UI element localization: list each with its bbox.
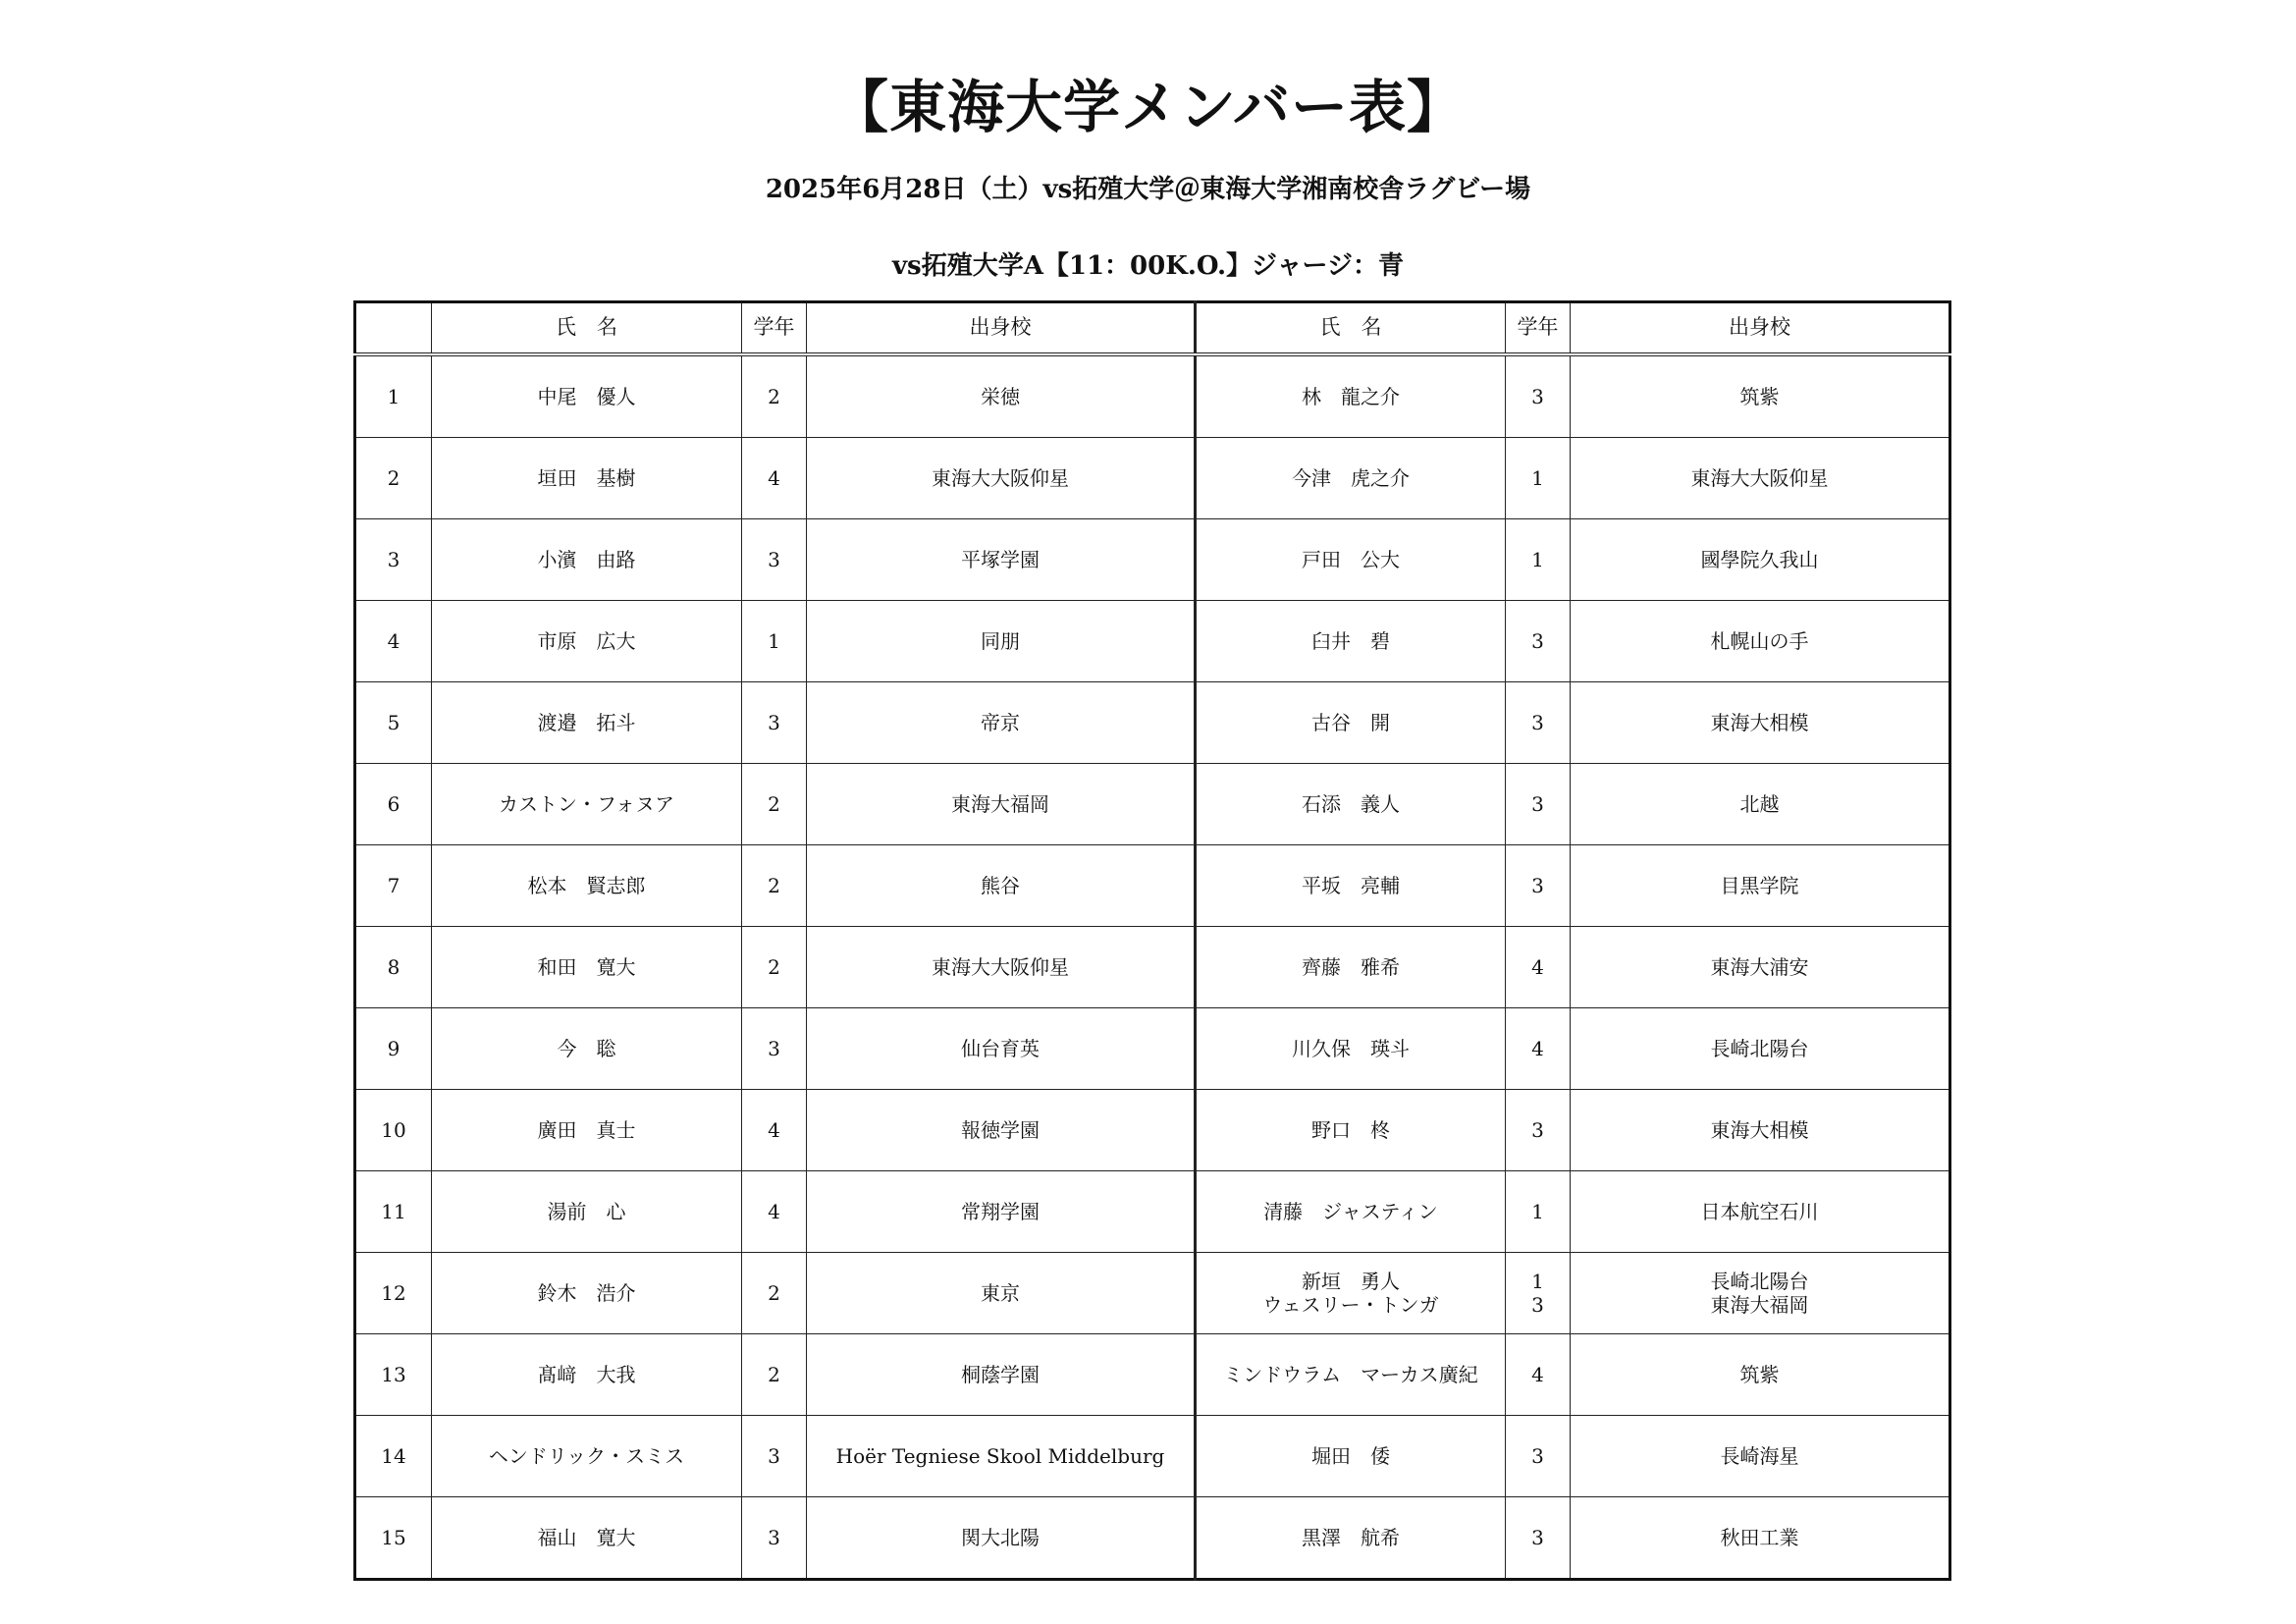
roster-table [353, 300, 1951, 1581]
cell-school-a: 東海大大阪仰星 [807, 438, 1196, 519]
cell-name-a: 廣田 真士 [432, 1090, 742, 1171]
cell-name-b-line: 川久保 瑛斗 [1292, 1037, 1410, 1060]
cell-name-a: 福山 寛大 [432, 1497, 742, 1580]
table-row [355, 1090, 1950, 1171]
cell-grade-a: 4 [742, 1171, 807, 1253]
cell-name-b-line: ウェスリー・トンガ [1262, 1293, 1439, 1317]
cell-school-a: 仙台育英 [807, 1008, 1196, 1090]
table-row [355, 1253, 1950, 1334]
table-row [355, 682, 1950, 764]
cell-grade-b [1506, 927, 1571, 1008]
cell-name-a: 和田 寛大 [432, 927, 742, 1008]
cell-school-a: 常翔学園 [807, 1171, 1196, 1253]
cell-school-b [1571, 601, 1950, 682]
cell-grade-a: 1 [742, 601, 807, 682]
cell-school-b-line: 東海大福岡 [1710, 1293, 1809, 1317]
cell-grade-b [1506, 1334, 1571, 1416]
cell-school-b [1571, 1497, 1950, 1580]
table-row [355, 1416, 1950, 1497]
cell-grade-a: 3 [742, 1497, 807, 1580]
cell-grade-a: 4 [742, 1090, 807, 1171]
match-subtitle: 2025年6月28日（土）vs拓殖大学＠東海大学湘南校舎ラグビー場 [765, 175, 1531, 204]
table-header-row [355, 302, 1950, 355]
cell-grade-b [1506, 1090, 1571, 1171]
cell-grade-b-line: 3 [1531, 385, 1544, 408]
cell-grade-b [1506, 1008, 1571, 1090]
cell-grade-a: 2 [742, 1334, 807, 1416]
cell-grade-b [1506, 1416, 1571, 1497]
cell-school-a: 平塚学園 [807, 519, 1196, 601]
header-grade-b: 学年 [1506, 302, 1571, 355]
cell-name-b-line: 黒澤 航希 [1302, 1526, 1400, 1549]
header-number [355, 302, 432, 355]
cell-grade-b-line: 3 [1531, 711, 1544, 734]
header-school-b: 出身校 [1571, 302, 1950, 355]
cell-name-a: 髙﨑 大我 [432, 1334, 742, 1416]
table-row [355, 354, 1950, 438]
cell-name-b-line: 新垣 勇人 [1302, 1270, 1400, 1293]
cell-number: 14 [355, 1416, 432, 1497]
cell-name-b-line: 臼井 碧 [1311, 629, 1390, 653]
cell-school-a: 桐蔭学園 [807, 1334, 1196, 1416]
cell-grade-b-line: 3 [1531, 1118, 1544, 1142]
cell-number: 7 [355, 845, 432, 927]
cell-school-b [1571, 1090, 1950, 1171]
table-row [355, 1008, 1950, 1090]
cell-school-b-line: 長崎北陽台 [1710, 1270, 1809, 1293]
cell-name-b [1196, 682, 1506, 764]
cell-number: 3 [355, 519, 432, 601]
roster-body [355, 354, 1950, 1580]
cell-name-b-line: 石添 義人 [1302, 792, 1400, 816]
cell-grade-b-line: 3 [1531, 874, 1544, 897]
cell-school-b-line: 目黒学院 [1720, 874, 1799, 897]
cell-name-b [1196, 1497, 1506, 1580]
cell-school-b-line: 東海大浦安 [1710, 955, 1809, 979]
cell-grade-b-line: 1 [1531, 1200, 1544, 1223]
cell-name-b [1196, 1171, 1506, 1253]
cell-grade-b-line: 3 [1531, 629, 1544, 653]
cell-school-b-line: 國學院久我山 [1700, 548, 1819, 571]
cell-name-b-line: 今津 虎之介 [1292, 466, 1410, 490]
cell-grade-b-line: 4 [1531, 955, 1544, 979]
cell-number: 11 [355, 1171, 432, 1253]
cell-school-b [1571, 354, 1950, 438]
cell-school-b [1571, 1171, 1950, 1253]
cell-name-b [1196, 519, 1506, 601]
cell-grade-b-line: 4 [1531, 1037, 1544, 1060]
cell-school-a: 同朋 [807, 601, 1196, 682]
cell-grade-a: 2 [742, 845, 807, 927]
cell-name-a: 湯前 心 [432, 1171, 742, 1253]
cell-name-a: 松本 賢志郎 [432, 845, 742, 927]
cell-name-b [1196, 845, 1506, 927]
cell-school-a: 東海大大阪仰星 [807, 927, 1196, 1008]
cell-school-b-line: 東海大相模 [1710, 711, 1809, 734]
cell-number: 8 [355, 927, 432, 1008]
cell-name-a: カストン・フォヌア [432, 764, 742, 845]
cell-name-a: 市原 広大 [432, 601, 742, 682]
cell-grade-a: 4 [742, 438, 807, 519]
cell-school-b [1571, 1253, 1950, 1334]
cell-grade-b [1506, 601, 1571, 682]
document-title: 【東海大学メンバー表】 [831, 74, 1465, 140]
cell-school-a: 栄徳 [807, 354, 1196, 438]
cell-grade-a: 3 [742, 519, 807, 601]
cell-grade-b-line: 3 [1531, 1444, 1544, 1468]
cell-school-a: 東京 [807, 1253, 1196, 1334]
table-row [355, 1334, 1950, 1416]
cell-number: 12 [355, 1253, 432, 1334]
cell-name-a: 鈴木 浩介 [432, 1253, 742, 1334]
cell-grade-a: 3 [742, 1008, 807, 1090]
cell-name-b [1196, 1334, 1506, 1416]
cell-name-b-line: 戸田 公大 [1302, 548, 1400, 571]
cell-school-a: 熊谷 [807, 845, 1196, 927]
cell-school-b-line: 長崎海星 [1720, 1444, 1799, 1468]
cell-grade-a: 2 [742, 354, 807, 438]
cell-grade-b [1506, 1497, 1571, 1580]
cell-school-b-line: 東海大相模 [1710, 1118, 1809, 1142]
cell-school-b [1571, 764, 1950, 845]
cell-name-b [1196, 927, 1506, 1008]
cell-number: 6 [355, 764, 432, 845]
cell-school-a: 帝京 [807, 682, 1196, 764]
table-row [355, 764, 1950, 845]
cell-school-a: Hoër Tegniese Skool Middelburg [807, 1416, 1196, 1497]
cell-grade-b-line: 3 [1531, 792, 1544, 816]
cell-school-b [1571, 682, 1950, 764]
cell-number: 13 [355, 1334, 432, 1416]
cell-number: 15 [355, 1497, 432, 1580]
match-info: vs拓殖大学A【11：00K.O.】ジャージ：青 [891, 251, 1405, 281]
cell-name-b-line: 齊藤 雅希 [1302, 955, 1400, 979]
cell-school-b [1571, 845, 1950, 927]
cell-grade-a: 3 [742, 682, 807, 764]
cell-grade-a: 2 [742, 1253, 807, 1334]
cell-number: 4 [355, 601, 432, 682]
cell-grade-b [1506, 1253, 1571, 1334]
cell-name-a: ヘンドリック・スミス [432, 1416, 742, 1497]
header-school-a: 出身校 [807, 302, 1196, 355]
cell-name-b-line: 林 龍之介 [1302, 385, 1400, 408]
cell-school-b [1571, 1334, 1950, 1416]
cell-grade-b-line: 3 [1531, 1293, 1544, 1317]
cell-name-b-line: 堀田 倭 [1311, 1444, 1390, 1468]
header-name-a: 氏 名 [432, 302, 742, 355]
cell-grade-a: 2 [742, 764, 807, 845]
cell-name-a: 今 聡 [432, 1008, 742, 1090]
cell-grade-b-line: 1 [1531, 466, 1544, 490]
cell-school-b-line: 日本航空石川 [1700, 1200, 1819, 1223]
cell-number: 5 [355, 682, 432, 764]
cell-school-b-line: 北越 [1739, 792, 1780, 816]
cell-grade-b [1506, 682, 1571, 764]
cell-school-a: 東海大福岡 [807, 764, 1196, 845]
cell-name-b [1196, 354, 1506, 438]
cell-school-b [1571, 438, 1950, 519]
table-row [355, 438, 1950, 519]
cell-grade-b [1506, 438, 1571, 519]
cell-number: 9 [355, 1008, 432, 1090]
cell-grade-b-line: 4 [1531, 1363, 1544, 1386]
cell-grade-b-line: 3 [1531, 1526, 1544, 1549]
cell-name-b [1196, 1416, 1506, 1497]
cell-grade-a: 2 [742, 927, 807, 1008]
cell-name-b-line: ミンドウラム マーカス廣紀 [1223, 1363, 1478, 1386]
cell-number: 10 [355, 1090, 432, 1171]
table-row [355, 1171, 1950, 1253]
cell-school-b-line: 長崎北陽台 [1710, 1037, 1809, 1060]
cell-name-b [1196, 1008, 1506, 1090]
cell-school-b-line: 筑紫 [1739, 385, 1780, 408]
cell-school-a: 関大北陽 [807, 1497, 1196, 1580]
cell-name-b-line: 野口 柊 [1311, 1118, 1390, 1142]
cell-name-b [1196, 601, 1506, 682]
table-row [355, 845, 1950, 927]
cell-name-a: 渡邉 拓斗 [432, 682, 742, 764]
cell-school-b-line: 筑紫 [1739, 1363, 1780, 1386]
header-name-b: 氏 名 [1196, 302, 1506, 355]
cell-grade-b [1506, 1171, 1571, 1253]
cell-name-b-line: 古谷 開 [1311, 711, 1390, 734]
cell-grade-b [1506, 519, 1571, 601]
table-row [355, 601, 1950, 682]
cell-grade-b-line: 1 [1531, 1270, 1544, 1293]
cell-number: 1 [355, 354, 432, 438]
header-grade-a: 学年 [742, 302, 807, 355]
cell-school-a: 報徳学園 [807, 1090, 1196, 1171]
cell-name-b [1196, 1253, 1506, 1334]
cell-school-b-line: 東海大大阪仰星 [1690, 466, 1829, 490]
table-row [355, 927, 1950, 1008]
cell-school-b [1571, 1416, 1950, 1497]
cell-school-b [1571, 1008, 1950, 1090]
cell-name-b-line: 平坂 亮輔 [1302, 874, 1400, 897]
cell-school-b [1571, 927, 1950, 1008]
cell-grade-b-line: 1 [1531, 548, 1544, 571]
cell-name-b [1196, 764, 1506, 845]
cell-grade-b [1506, 354, 1571, 438]
cell-school-b [1571, 519, 1950, 601]
table-row [355, 1497, 1950, 1580]
cell-name-b-line: 清藤 ジャスティン [1263, 1200, 1438, 1223]
cell-name-a: 中尾 優人 [432, 354, 742, 438]
cell-name-a: 小濱 由路 [432, 519, 742, 601]
cell-name-b [1196, 438, 1506, 519]
cell-grade-b [1506, 764, 1571, 845]
cell-number: 2 [355, 438, 432, 519]
cell-school-b-line: 秋田工業 [1720, 1526, 1799, 1549]
table-row [355, 519, 1950, 601]
cell-grade-a: 3 [742, 1416, 807, 1497]
cell-grade-b [1506, 845, 1571, 927]
cell-school-b-line: 札幌山の手 [1710, 629, 1809, 653]
cell-name-b [1196, 1090, 1506, 1171]
cell-name-a: 垣田 基樹 [432, 438, 742, 519]
